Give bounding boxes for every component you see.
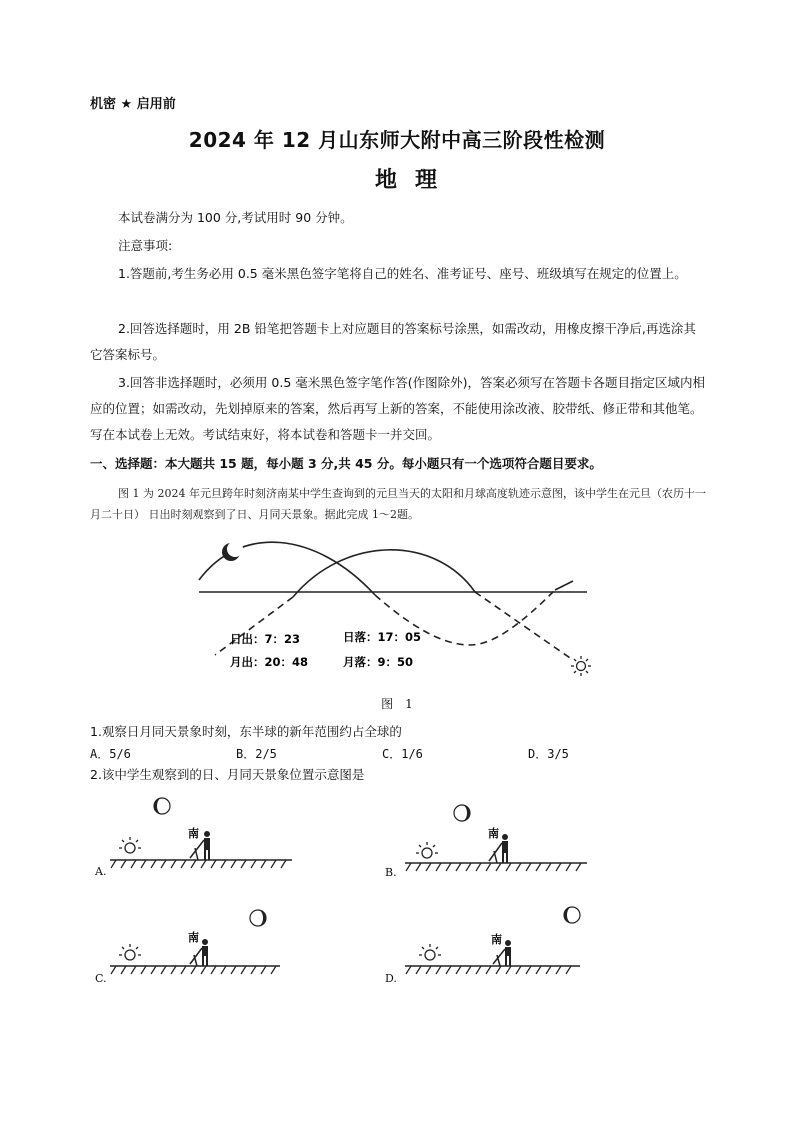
q1-option-c: C．1/6 [382, 747, 423, 761]
notice-item-2: 2.回答选择题时，用 2B 铅笔把答题卡上对应题目的答案标号涂黑，如需改动，用橡皮擦干净后,再选涂其它答案标号。 [90, 321, 696, 362]
moonrise-label: 月出：20：48 [230, 655, 309, 669]
q2-diagram-b [405, 795, 595, 875]
direction-label-south: 南 [188, 931, 199, 944]
exam-title: 2024 年 12 月山东师大附中高三阶段性检测 [188, 128, 606, 152]
moon-icon [454, 805, 470, 821]
confidential-label: 机密 ★ 启用前 [90, 97, 176, 112]
q2-label-a: A. [95, 865, 107, 878]
q1-option-b: B．2/5 [236, 747, 277, 761]
q2-diagram-c [110, 900, 300, 980]
sunrise-label: 日出：7：23 [230, 632, 301, 646]
question-1-stem: 1.观察日月同天景象时刻，东半球的新年范围约占全球的 [90, 724, 402, 739]
q2-label-b: B. [385, 866, 397, 879]
sun-icon [119, 837, 141, 853]
sun-arc [293, 550, 475, 597]
notice-item-3: 3.回答非选择题时，必须用 0.5 毫米黑色签字笔作答(作图除外)，答案必须写在答题卡各题目指定区域内相应的位置；如需改动，先划掉原来的答案，然后再写上新的答案，不能使用涂改液、胶带纸、修正带和其他笔。写在本试卷上无效。考试结束好，将本试卷和答题卡一并交回。 [90, 375, 706, 442]
question-intro: 图 1 为 2024 年元旦跨年时刻济南某中学生查询到的元旦当天的太阳和月球高度轨迹示意图，该中学生在元旦（农历十一月二十日） 日出时刻观察到了日、月同天景象。据此完成 1～2题。 [90, 487, 706, 521]
sunset-label: 日落：17：05 [343, 630, 422, 644]
sun-arc-below-right [475, 592, 573, 660]
moon-icon [250, 910, 266, 926]
q2-label-c: C. [95, 972, 107, 985]
q1-option-d: D．3/5 [528, 747, 569, 761]
direction-label-south: 南 [188, 827, 199, 840]
moon-icon [564, 907, 580, 923]
moon-arc-end [555, 581, 573, 590]
q1-option-a: A．5/6 [90, 747, 131, 761]
notice-item-1: 1.答题前,考生务必用 0.5 毫米黑色签字笔将自己的姓名、准考证号、座号、班级填写在规定的位置上。 [118, 266, 687, 281]
exam-subject: 地理 [374, 168, 455, 193]
sun-icon [571, 656, 591, 676]
moon-icon [154, 798, 170, 814]
sun-arc-below-left [215, 597, 293, 655]
sun-icon [416, 842, 438, 858]
moonset-label: 月落：9：50 [343, 655, 414, 669]
crescent-moon-icon [222, 541, 243, 561]
q2-diagram-a [110, 790, 300, 870]
q2-diagram-d [405, 900, 595, 980]
question-2-stem: 2.该中学生观察到的日、月同天景象位置示意图是 [90, 767, 365, 782]
direction-label-south: 南 [488, 827, 499, 840]
direction-label-south: 南 [491, 933, 502, 946]
section-heading: 一、选择题：本大题共 15 题，每小题 3 分,共 45 分。每小题只有一个选项符合题目要求。 [90, 456, 602, 471]
sun-icon [119, 944, 141, 960]
notice-heading: 注意事项: [118, 238, 173, 253]
q2-label-d: D. [385, 972, 397, 985]
score-line: 本试卷满分为 100 分,考试用时 90 分钟。 [118, 210, 353, 225]
sun-icon [419, 944, 441, 960]
figure-1-caption: 图 1 [381, 697, 413, 711]
figure-1-diagram [195, 535, 595, 685]
